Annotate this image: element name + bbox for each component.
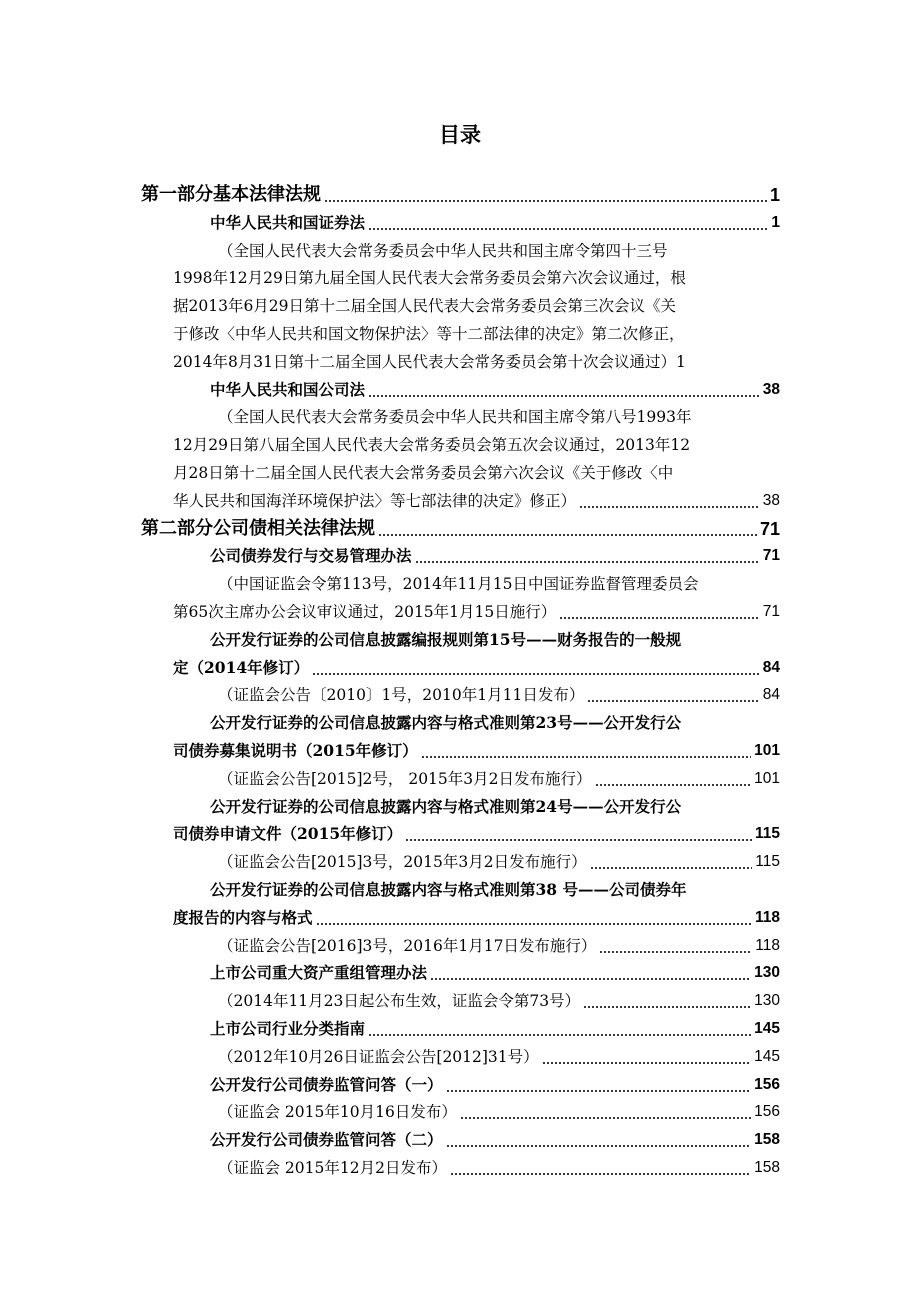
dot-leader [590,867,753,869]
entry-2-7-title-text: 上市公司行业分类指南 [210,1019,366,1038]
entry-1-2-note[interactable] [173,487,780,515]
dot-leader [415,561,760,563]
page-number: 130 [754,964,780,982]
page-number: 158 [754,1131,780,1149]
page-number: 38 [762,491,780,509]
page-number: 38 [762,380,780,398]
entry-2-5-title[interactable] [173,904,780,932]
dot-leader [316,923,752,925]
entry-1-2-title-text: 中华人民共和国公司法 [210,379,366,399]
entry-2-7-note[interactable] [218,1043,780,1071]
entry-2-5-note[interactable] [218,932,780,960]
entry-2-3-note[interactable] [218,765,780,793]
entry-1-1-note-line: 据2013年6月29日第十二届全国人民代表大会常务委员会第三次会议《关 [173,297,677,316]
entry-2-2-note-text: （证监会公告〔2010〕1号，2010年1月11日发布） [218,686,585,705]
entry-2-1-note-text: 第65次主席办公会议审议通过，2015年1月15日施行） [173,603,557,621]
dot-leader [312,673,760,675]
entry-2-9-title[interactable] [210,1126,780,1154]
dot-leader [405,839,752,841]
entry-2-6-note[interactable] [218,987,780,1015]
entry-1-1-note-line: （全国人民代表大会常务委员会中华人民共和国主席令第四十三号 [218,241,668,260]
dot-leader [368,395,760,397]
dot-leader [460,1117,751,1119]
entry-2-8-title[interactable] [210,1071,780,1099]
page-number: 158 [754,1159,780,1176]
dot-leader [599,951,752,953]
entry-2-1-note-line: （中国证监会令第113号，2014年11月15日中国证券监督管理委员会 [218,575,699,594]
dot-leader [446,1145,752,1147]
entry-2-6-title-text: 上市公司重大资产重组管理办法 [210,963,428,983]
page-number: 71 [762,603,780,620]
dot-leader [450,1173,751,1175]
dot-leader [421,756,751,758]
entry-1-2-note-line: 12月29日第八届全国人民代表大会常务委员会第五次会议通过，2013年12 [173,436,691,455]
entry-2-4-title-text: 司债券申请文件（2015年修订） [173,824,403,844]
entry-1-1-note-line: 1998年12月29日第九届全国人民代表大会常务委员会第六次会议通过，根 [173,269,686,288]
dot-leader [430,978,751,980]
entry-2-6-title[interactable] [210,959,780,987]
entry-2-2-title[interactable] [173,654,780,682]
dot-leader [595,784,752,786]
entry-1-1-title-text: 中华人民共和国证券法 [210,212,366,232]
page-title: 目录 [439,122,481,147]
entry-2-4-title[interactable] [173,820,780,848]
dot-leader [368,228,768,230]
entry-2-3-title-text: 司债券募集说明书（2015年修订） [173,741,418,760]
entry-2-1-note[interactable] [173,598,780,626]
entry-2-3-note-text: （证监会公告[2015]2号， 2015年3月2日发布施行） [218,769,592,788]
entry-2-4-note-text: （证监会公告[2015]3号，2015年3月2日发布施行） [218,853,587,872]
page-number: 84 [762,658,780,676]
entry-2-5-title-text: 度报告的内容与格式 [173,907,313,927]
entry-2-9-note-text: （证监会 2015年12月2日发布） [218,1159,447,1177]
entry-2-2-title-text: 定（2014年修订） [173,657,310,677]
entry-2-8-note[interactable] [218,1098,780,1126]
page-number: 156 [754,1075,780,1093]
dot-leader [446,1090,752,1092]
entry-2-5-title-line: 公开发行证券的公司信息披露内容与格式准则第38 号——公司债券年 [210,880,687,899]
dot-leader [542,1062,751,1064]
entry-1-2-note-line: 月28日第十二届全国人民代表大会常务委员会第六次会议《关于修改〈中 [173,464,674,482]
entry-1-2-note-line: （全国人民代表大会常务委员会中华人民共和国主席令第八号1993年 [218,408,692,427]
dot-leader [324,200,767,202]
page-number: 115 [755,853,780,871]
entry-1-2-note-text: 华人民共和国海洋环境保护法〉等七部法律的决定》修正） [173,491,577,510]
dot-leader [378,534,757,536]
page-number: 101 [754,742,780,759]
part-heading-2[interactable] [141,515,780,543]
entry-2-4-note[interactable] [218,848,780,876]
entry-2-1-title[interactable] [210,542,780,570]
page-number: 71 [762,547,780,565]
entry-2-1-title-text: 公司债券发行与交易管理办法 [210,546,412,566]
page-number: 145 [754,1020,780,1037]
part-heading-2-text: 第二部分公司债相关法律法规 [141,517,375,539]
page-number: 101 [754,769,780,787]
page-number: 145 [754,1047,780,1065]
entry-2-7-title[interactable] [210,1015,780,1043]
entry-2-3-title[interactable] [173,737,780,765]
entry-2-2-title-line: 公开发行证券的公司信息披露编报规则第15号——财务报告的一般规 [210,629,682,649]
page-number: 84 [762,686,780,704]
page-number: 118 [754,908,780,926]
page-number: 1 [771,213,780,231]
entry-1-1-note-line: 于修改〈中华人民共和国文物保护法〉等十二部法律的决定》第二次修正， [173,325,685,343]
dot-leader [587,700,759,702]
page-number: 115 [754,825,780,843]
entry-2-8-note-text: （证监会 2015年10月16日发布） [218,1103,457,1122]
entry-2-6-note-text: （2014年11月23日起公布生效，证监会令第73号） [218,992,581,1011]
page-number: 156 [754,1103,780,1121]
page-number: 118 [755,936,780,954]
entry-2-3-title-line: 公开发行证券的公司信息披露内容与格式准则第23号——公开发行公 [210,713,682,733]
entry-2-9-title-text: 公开发行公司债券监管问答（二） [210,1130,443,1150]
entry-2-2-note[interactable] [218,681,780,709]
part-heading-1[interactable] [141,181,780,209]
entry-2-7-note-text: （2012年10月26日证监会公告[2012]31号） [218,1047,539,1066]
page-number: 130 [754,992,780,1010]
entry-2-5-note-text: （证监会公告[2016]3号，2016年1月17日发布施行） [218,936,597,955]
dot-leader [579,506,760,508]
part-heading-1-text: 第一部分基本法律法规 [141,184,321,205]
entry-2-8-title-text: 公开发行公司债券监管问答（一） [210,1074,443,1094]
page-number: 1 [769,185,780,205]
entry-2-4-title-line: 公开发行证券的公司信息披露内容与格式准则第24号——公开发行公 [210,796,682,816]
entry-2-9-note[interactable] [218,1154,780,1182]
dot-leader [559,617,759,619]
dot-leader [583,1006,751,1008]
entry-1-2-title[interactable] [210,376,780,404]
dot-leader [368,1034,751,1036]
page-number: 71 [759,518,780,539]
entry-1-1-note-line: 2014年8月31日第十二届全国人民代表大会常务委员会第十次会议通过）1 [173,352,686,371]
entry-1-1-title[interactable] [210,209,780,237]
